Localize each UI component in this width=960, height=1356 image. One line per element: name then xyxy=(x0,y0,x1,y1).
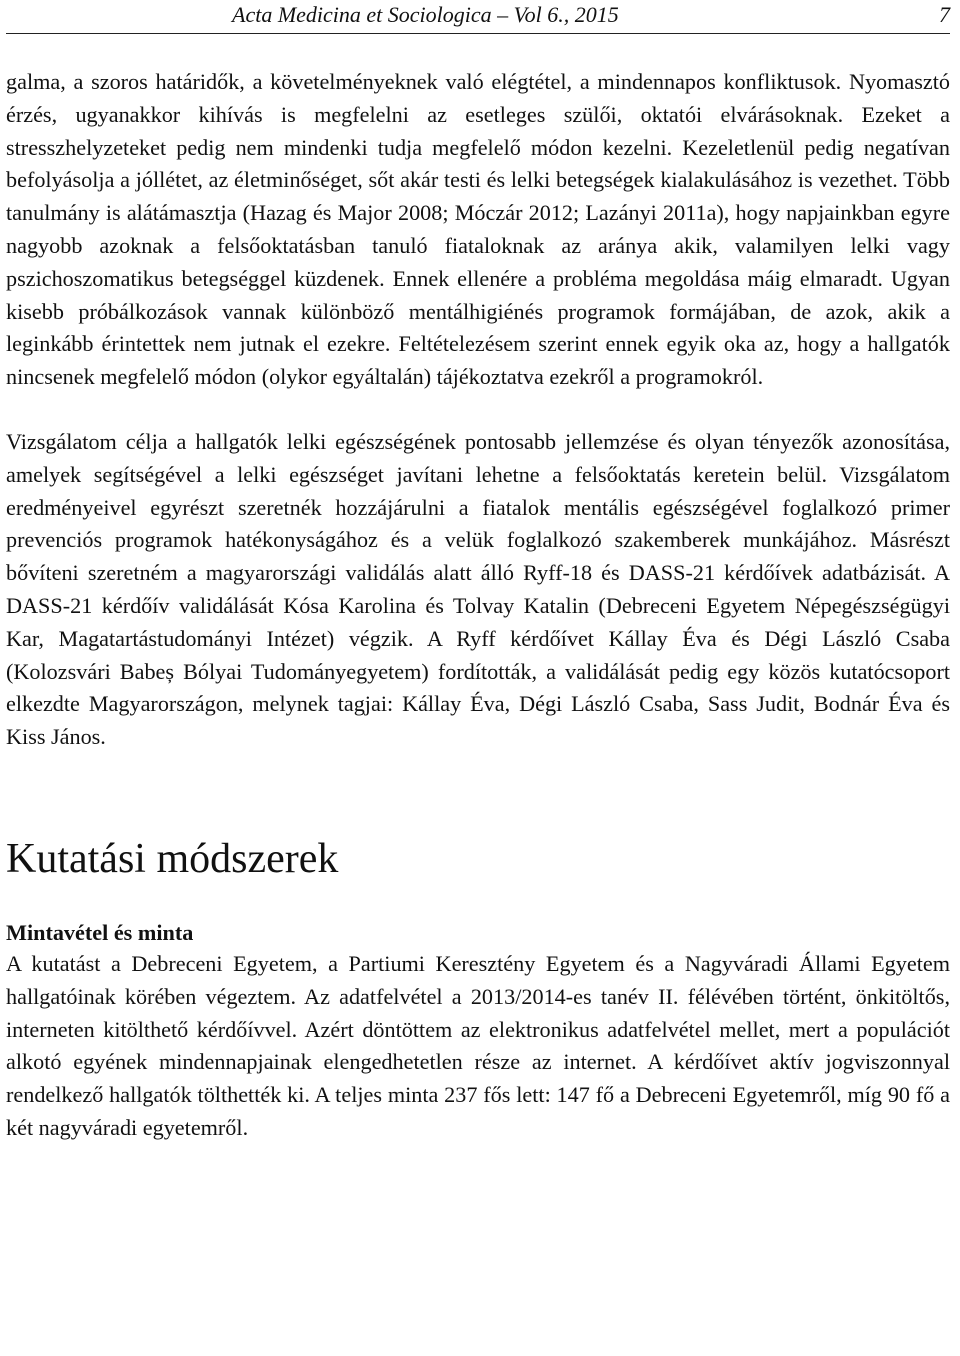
subsection-heading: Mintavétel és minta xyxy=(6,919,194,945)
document-page xyxy=(6,0,950,1145)
running-header xyxy=(6,0,950,34)
page-number: 7 xyxy=(939,2,950,27)
section-heading: Kutatási módszerek xyxy=(6,835,339,882)
body-paragraph: A kutatást a Debreceni Egyetem, a Partiumi Keresztény Egyetem és a Nagyváradi Állami Egyetem hallgatóinak körében végeztem. Az adatfelvétel a 2013/2014-es tanév II. félévében történt, önkitöltős, interneten kitölthető kérdőívvel. Azért döntöttem az elektronikus adatfelvétel mellet, mert a populációt alkotó egyének mindennapjainak elengedhetetlen része az internet. A kérdőívet aktív jogviszonnyal rendelkező hallgatók tölthették ki. A teljes minta 237 fős lett: 147 fő a Debreceni Egyetemről, míg 90 fő a két nagyváradi egyetemről. xyxy=(6,950,950,1140)
body-paragraph: galma, a szoros határidők, a követelményeknek való elégtétel, a mindennapos konfliktusok. Nyomasztó érzés, ugyanakkor kihívás is megfelelni az esetleges szülői, oktatói elvárásoknak. Ezeket a stresszhelyzeteket pedig nem mindenki tudja megfelelő módon kezelni. Kezeletlenül pedig negatívan befolyásolja a jóllétet, az életminőséget, sőt akár testi és lelki betegségek kialakulásához is vezethet. Több tanulmány is alátámasztja (Hazag és Major 2008; Móczár 2012; Lazányi 2011a), hogy napjainkban egyre nagyobb azoknak a felsőoktatásban tanuló fiataloknak az aránya akik, valamilyen lelki vagy pszichoszomatikus betegséggel küzdenek. Ennek ellenére a probléma megoldása máig elmaradt. Ugyan kisebb próbálkozások vannak különböző mentálhigiénés programok formájában, de azok, akik a leginkább érintettek nem jutnak el ezekre. Feltételezésem szerint ennek egyik oka az, hogy a hallgatók nincsenek megfelelő módon (olykor egyáltalán) tájékoztatva ezekről a programokról. xyxy=(6,69,950,390)
journal-title: Acta Medicina et Sociologica – Vol 6., 2015 xyxy=(232,2,619,27)
body-paragraph: Vizsgálatom célja a hallgatók lelki egészségének pontosabb jellemzése és olyan tényezők azonosítása, amelyek segítségével a lelki egészséget javítani lehetne a felsőoktatás keretein belül. Vizsgálatom eredményeivel egyrészt szeretnék hozzájárulni a fiatalok mentális egészségével foglalkozó primer prevenciós programok hatékonyságához és a velük foglalkozó szakemberek munkájához. Másrészt bővíteni szeretném a magyarországi validálás alatt álló Ryff-18 és DASS-21 kérdőívek adatbázisát. A DASS-21 kérdőív validálását Kósa Karolina és Tolvay Katalin (Debreceni Egyetem Népegészségügyi Kar, Magatartástudományi Intézet) végzik. A Ryff kérdőívet Kállay Éva és Dégi László Csaba (Kolozsvári Babeș Bólyai Tudományegyetem) fordították, a validálását pedig egy közös kutatócsoport elkezdte Magyarországon, melynek tagjai: Kállay Éva, Dégi László Csaba, Sass Judit, Bodnár Éva és Kiss János. xyxy=(6,428,950,750)
